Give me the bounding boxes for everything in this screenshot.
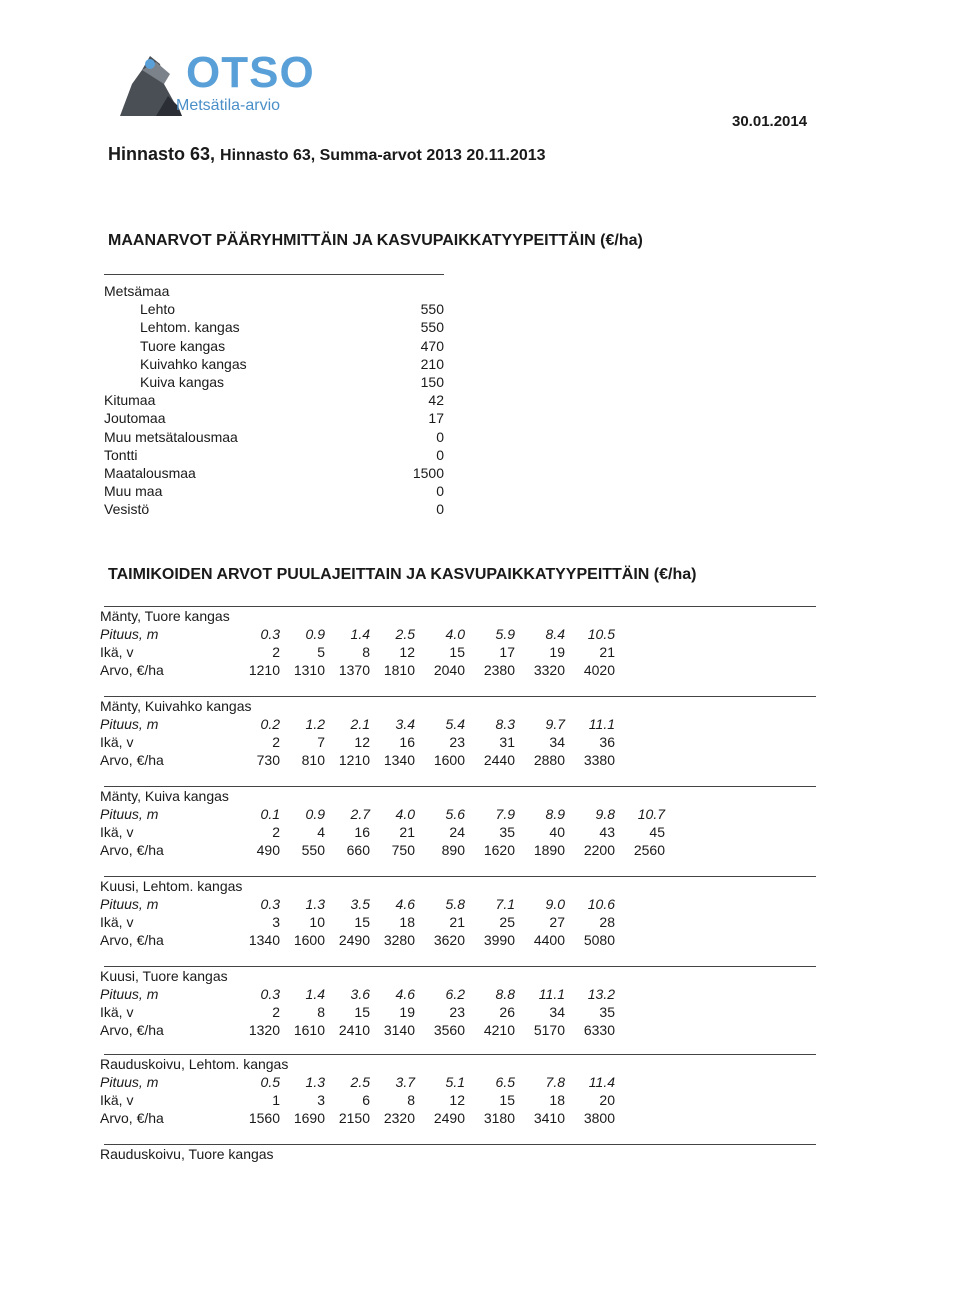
seedling-cell: 15 [499,1092,515,1108]
seedling-cell: 1560 [248,1110,280,1126]
row-label: Arvo, €/ha [100,662,164,678]
seedling-cell: 9.7 [545,716,565,732]
row-label: Arvo, €/ha [100,932,164,948]
title-part-a: Hinnasto 63, [108,144,216,164]
seedling-cell: 13.2 [587,986,615,1002]
seedling-cell: 5080 [583,932,615,948]
seedling-cell: 490 [256,842,280,858]
seedling-cell: 3180 [483,1110,515,1126]
group-rule [104,696,816,697]
seedling-cell: 2880 [533,752,565,768]
seedling-cell: 2 [272,644,280,660]
group-name: Rauduskoivu, Tuore kangas [100,1146,274,1162]
seedling-cell: 11.1 [538,986,565,1002]
seedlings-heading: TAIMIKOIDEN ARVOT PUULAJEITTAIN JA KASVUPAIKKATYYPEITTÄIN (€/ha) [108,566,697,583]
seedling-cell: 2560 [633,842,665,858]
seedling-cell: 4 [317,824,325,840]
seedling-cell: 1620 [483,842,515,858]
seedling-cell: 4.6 [395,896,415,912]
seedling-cell: 3.5 [350,896,370,912]
seedling-cell: 12 [449,1092,465,1108]
seedling-cell: 5170 [533,1022,565,1038]
seedling-cell: 2200 [583,842,615,858]
seedling-cell: 1310 [293,662,325,678]
row-label: Arvo, €/ha [100,842,164,858]
seedling-cell: 1210 [338,752,370,768]
land-row [104,409,444,427]
seedling-cell: 16 [354,824,370,840]
seedling-cell: 3560 [433,1022,465,1038]
seedling-cell: 2150 [338,1110,370,1126]
seedling-cell: 1610 [293,1022,325,1038]
land-type-name: Lehtom. kangas [140,319,240,336]
land-row [104,500,444,518]
seedling-cell: 17 [499,644,515,660]
seedling-cell: 10.7 [637,806,665,822]
land-row [104,355,444,373]
seedling-cell: 1340 [383,752,415,768]
seedling-cell: 7.1 [495,896,515,912]
land-row [104,318,444,336]
logo-subtitle: Metsätila-arvio [176,97,281,114]
seedling-cell: 2 [272,824,280,840]
seedling-cell: 890 [441,842,465,858]
land-type-value: 17 [428,410,444,427]
seedling-cell: 2.1 [350,716,370,732]
row-label: Pituus, m [100,1074,159,1090]
seedling-cell: 810 [301,752,325,768]
seedling-cell: 2 [272,734,280,750]
group-rule [104,1054,816,1055]
seedling-cell: 3800 [583,1110,615,1126]
seedling-cell: 3.7 [395,1074,415,1090]
seedling-cell: 8.9 [545,806,565,822]
land-row [104,300,444,318]
row-label: Arvo, €/ha [100,1022,164,1038]
seedling-cell: 8.8 [495,986,515,1002]
seedling-cell: 36 [599,734,615,750]
group-name: Kuusi, Tuore kangas [100,968,228,984]
land-type-value: 550 [420,319,444,336]
land-type-name: Maatalousmaa [104,464,196,481]
land-row [104,391,444,409]
seedling-cell: 5.4 [445,716,465,732]
seedling-cell: 4.6 [395,986,415,1002]
seedling-cell: 21 [399,824,415,840]
seedling-cell: 8 [407,1092,415,1108]
seedling-cell: 15 [354,914,370,930]
seedling-cell: 4400 [533,932,565,948]
seedling-cell: 8 [362,644,370,660]
seedling-cell: 550 [301,842,325,858]
seedling-cell: 2.5 [395,626,415,642]
seedling-cell: 5.6 [445,806,465,822]
seedling-cell: 9.8 [595,806,615,822]
seedling-cell: 2380 [483,662,515,678]
seedling-cell: 1320 [248,1022,280,1038]
seedling-cell: 6.5 [495,1074,515,1090]
group-rule [104,786,816,787]
seedling-cell: 4.0 [395,806,415,822]
land-type-name: Tuore kangas [140,337,226,354]
land-type-value: 150 [420,373,444,390]
seedling-cell: 27 [549,914,565,930]
seedling-cell: 34 [549,1004,565,1020]
land-type-name: Vesistö [104,501,150,518]
seedling-cell: 1600 [433,752,465,768]
row-label: Pituus, m [100,896,159,912]
seedling-cell: 1210 [248,662,280,678]
seedling-cell: 2040 [433,662,465,678]
land-row [104,428,444,446]
seedling-cell: 26 [499,1004,515,1020]
row-label: Ikä, v [100,914,134,930]
land-type-name: Lehto [140,301,176,318]
row-label: Pituus, m [100,986,159,1002]
seedling-cell: 19 [399,1004,415,1020]
seedling-cell: 5.1 [445,1074,465,1090]
land-values-rule [104,274,444,275]
seedling-cell: 23 [449,1004,465,1020]
seedling-cell: 0.3 [260,896,280,912]
seedling-cell: 21 [599,644,615,660]
seedling-cell: 0.5 [260,1074,280,1090]
seedling-cell: 6.2 [445,986,465,1002]
land-values-table [104,282,444,518]
seedling-cell: 2 [272,1004,280,1020]
row-label: Ikä, v [100,824,134,840]
seedling-cell: 1.3 [305,896,325,912]
seedling-cell: 1.3 [305,1074,325,1090]
land-type-name: Kuiva kangas [140,373,225,390]
seedling-cell: 2320 [383,1110,415,1126]
land-row [104,482,444,500]
seedling-cell: 3140 [383,1022,415,1038]
seedling-cell: 3320 [533,662,565,678]
group-name: Mänty, Kuivahko kangas [100,698,252,714]
seedling-cell: 7 [317,734,325,750]
land-type-value: 550 [420,301,444,318]
land-row [104,446,444,464]
land-type-value: 42 [428,392,444,409]
seedling-cell: 34 [549,734,565,750]
seedling-cell: 9.0 [545,896,565,912]
seedling-cell: 18 [399,914,415,930]
seedling-cell: 2.5 [350,1074,370,1090]
seedling-cell: 15 [449,644,465,660]
land-type-name: Metsämaa [104,283,170,299]
seedling-cell: 3 [272,914,280,930]
seedling-cell: 730 [256,752,280,768]
seedling-cell: 3.6 [350,986,370,1002]
seedling-cell: 16 [399,734,415,750]
group-name: Kuusi, Lehtom. kangas [100,878,243,894]
land-type-name: Kuivahko kangas [140,355,247,372]
seedling-cell: 0.9 [305,626,325,642]
seedling-cell: 6330 [583,1022,615,1038]
seedling-cell: 10 [309,914,325,930]
land-type-value: 1500 [412,464,444,481]
land-type-value: 0 [436,483,444,500]
group-name: Mänty, Tuore kangas [100,608,230,624]
land-row [104,373,444,391]
row-label: Pituus, m [100,626,159,642]
seedling-cell: 1370 [338,662,370,678]
seedling-cell: 43 [599,824,615,840]
row-label: Ikä, v [100,1092,134,1108]
row-label: Arvo, €/ha [100,752,164,768]
seedling-cell: 1810 [383,662,415,678]
land-values-heading: MAANARVOT PÄÄRYHMITTÄIN JA KASVUPAIKKATYYPEITTÄIN (€/ha) [108,232,643,249]
row-label: Pituus, m [100,806,159,822]
seedling-cell: 0.3 [260,626,280,642]
seedling-cell: 3.4 [395,716,415,732]
seedling-cell: 3410 [533,1110,565,1126]
row-label: Ikä, v [100,1004,134,1020]
seedling-cell: 23 [449,734,465,750]
row-label: Arvo, €/ha [100,1110,164,1126]
seedling-cell: 19 [549,644,565,660]
row-label: Pituus, m [100,716,159,732]
seedling-cell: 5.9 [495,626,515,642]
seedling-cell: 750 [391,842,415,858]
document-date: 30.01.2014 [732,113,808,130]
seedling-cell: 2490 [433,1110,465,1126]
seedling-cell: 11.1 [588,716,615,732]
seedling-cell: 6 [362,1092,370,1108]
row-label: Ikä, v [100,734,134,750]
land-type-value: 470 [420,337,444,354]
seedling-cell: 8 [317,1004,325,1020]
group-rule [104,876,816,877]
seedling-cell: 0.3 [260,986,280,1002]
seedling-cell: 35 [599,1004,615,1020]
logo-name: OTSO [186,48,315,97]
document-title [108,144,546,165]
seedling-cell: 660 [346,842,370,858]
seedling-cell: 10.5 [587,626,615,642]
seedling-cell: 35 [499,824,515,840]
seedling-cell: 12 [399,644,415,660]
seedling-cell: 4.0 [445,626,465,642]
land-row [104,282,444,300]
seedling-cell: 10.6 [587,896,615,912]
seedling-cell: 1.4 [305,986,325,1002]
seedling-cell: 20 [599,1092,615,1108]
land-row [104,337,444,355]
seedling-cell: 1690 [293,1110,325,1126]
land-type-name: Muu maa [104,483,163,500]
group-rule [104,1144,816,1145]
land-row [104,464,444,482]
seedling-cell: 0.2 [260,716,280,732]
seedling-cell: 4020 [583,662,615,678]
land-type-value: 0 [436,501,444,518]
land-type-value: 0 [436,428,444,445]
seedling-cell: 25 [499,914,515,930]
group-name: Rauduskoivu, Lehtom. kangas [100,1056,289,1072]
land-type-name: Tontti [104,446,138,463]
seedling-cell: 5 [317,644,325,660]
seedling-cell: 31 [499,734,515,750]
seedling-cell: 3380 [583,752,615,768]
seedling-cell: 21 [449,914,465,930]
seedling-cell: 1600 [293,932,325,948]
seedling-cell: 8.3 [495,716,515,732]
seedling-cell: 2.7 [350,806,370,822]
seedling-cell: 0.1 [260,806,280,822]
group-name: Mänty, Kuiva kangas [100,788,229,804]
seedling-cell: 2410 [338,1022,370,1038]
seedling-cell: 18 [549,1092,565,1108]
seedling-cell: 2440 [483,752,515,768]
seedling-cell: 0.9 [305,806,325,822]
row-label: Ikä, v [100,644,134,660]
seedling-cell: 1.4 [350,626,370,642]
land-type-name: Kitumaa [104,392,156,409]
seedling-cell: 4210 [483,1022,515,1038]
land-type-name: Muu metsätalousmaa [104,428,238,445]
seedling-cell: 40 [549,824,565,840]
land-type-value: 210 [420,355,444,372]
group-rule [104,966,816,967]
group-rule [104,606,816,607]
seedling-cell: 15 [354,1004,370,1020]
seedling-cell: 3 [317,1092,325,1108]
seedling-cell: 12 [354,734,370,750]
seedling-cell: 5.8 [445,896,465,912]
seedling-cell: 7.8 [545,1074,565,1090]
seedling-cell: 28 [599,914,615,930]
seedling-cell: 3620 [433,932,465,948]
land-type-value: 0 [436,446,444,463]
seedling-cell: 1.2 [305,716,325,732]
seedling-cell: 3280 [383,932,415,948]
seedling-cell: 1890 [533,842,565,858]
seedling-cell: 1340 [248,932,280,948]
seedling-cell: 11.4 [588,1074,615,1090]
seedling-cell: 1 [272,1092,280,1108]
seedling-cell: 2490 [338,932,370,948]
seedling-cell: 3990 [483,932,515,948]
seedling-cell: 7.9 [495,806,515,822]
title-part-b: Hinnasto 63, Summa-arvot 2013 20.11.2013 [220,147,546,164]
seedling-cell: 24 [449,824,465,840]
seedling-cell: 8.4 [545,626,565,642]
land-type-name: Joutomaa [104,410,166,427]
seedling-cell: 45 [649,824,665,840]
